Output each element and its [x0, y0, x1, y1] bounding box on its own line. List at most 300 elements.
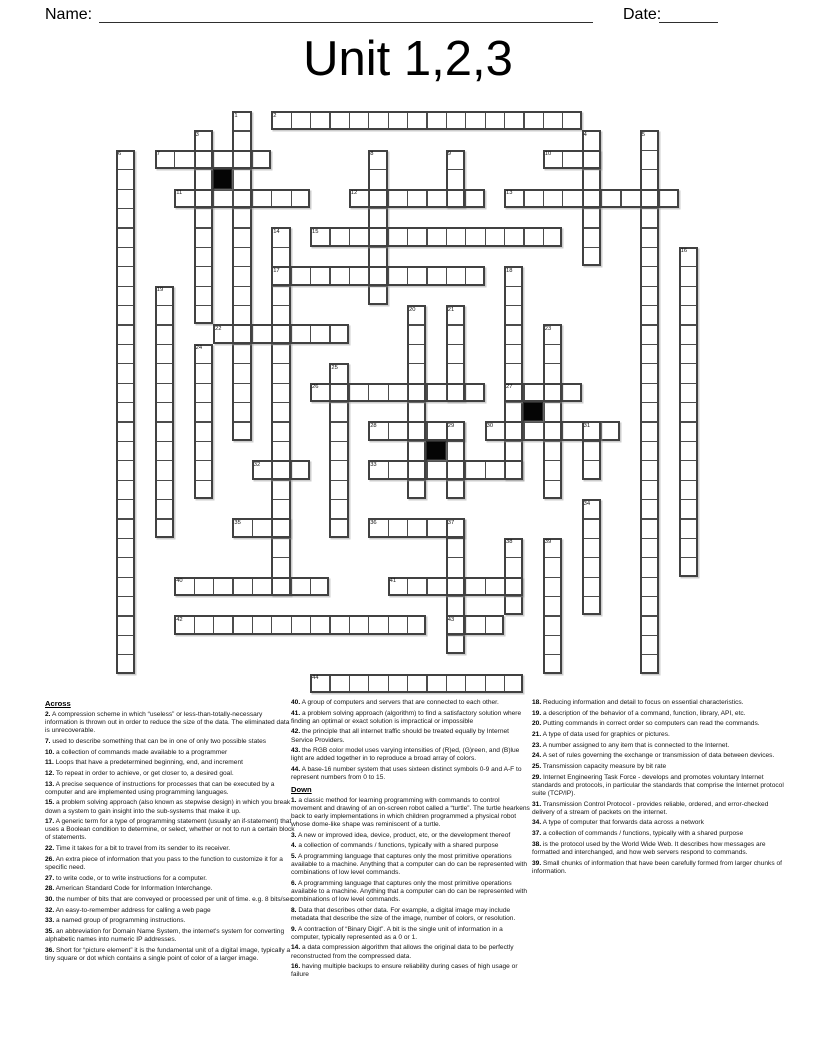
cell-divider	[426, 423, 427, 438]
cell-divider	[681, 421, 696, 422]
cell-divider	[234, 286, 249, 287]
cell-number: 1	[234, 112, 238, 119]
cell-divider	[446, 676, 447, 691]
cell-divider	[485, 113, 486, 128]
cell-divider	[446, 268, 447, 283]
cell-divider	[584, 208, 599, 209]
cell-divider	[642, 615, 657, 616]
clue-number: 28.	[45, 885, 55, 893]
cell-divider	[504, 113, 505, 128]
date-label: Date:	[623, 6, 662, 23]
cell-divider	[407, 385, 408, 400]
cell-divider	[329, 326, 330, 341]
cell-divider	[118, 421, 133, 422]
cell-divider	[234, 421, 249, 422]
clue-number: 25.	[532, 763, 542, 771]
cell-number: 6	[118, 151, 122, 158]
cell-divider	[213, 191, 214, 206]
word-outline-13-across	[504, 189, 679, 208]
cell-number: 42	[176, 616, 183, 623]
cell-divider	[523, 423, 524, 438]
clue-31: 31. Transmission Control Protocol - provides reliable, ordered, and error-checked delivery of a stream of packets on the internet.	[532, 800, 769, 816]
clue-number: 26.	[45, 855, 55, 863]
cell-divider	[584, 596, 599, 597]
cell-divider	[485, 617, 486, 632]
cell-divider	[273, 305, 288, 306]
clue-34: 34. A type of computer that forwards data across a network	[532, 819, 704, 827]
cell-divider	[465, 385, 466, 400]
cell-divider	[642, 635, 657, 636]
cell-divider	[545, 402, 560, 403]
cell-number: 15	[312, 228, 319, 235]
clue-column-3	[532, 699, 790, 878]
cell-divider	[157, 441, 172, 442]
cell-divider	[310, 268, 311, 283]
cell-divider	[562, 385, 563, 400]
cell-divider	[118, 441, 133, 442]
cell-divider	[118, 227, 133, 228]
cell-divider	[681, 402, 696, 403]
cell-number: 9	[447, 151, 452, 158]
cell-divider	[118, 654, 133, 655]
cell-divider	[523, 385, 524, 400]
cell-divider	[446, 462, 447, 477]
cell-divider	[426, 520, 427, 535]
word-outline-40-across	[174, 577, 329, 596]
cell-divider	[584, 441, 599, 442]
cell-divider	[681, 324, 696, 325]
word-outline-41-across	[388, 577, 524, 596]
page-title: Unit 1,2,3	[303, 32, 513, 86]
cell-divider	[407, 617, 408, 632]
cell-divider	[426, 191, 427, 206]
cell-divider	[329, 617, 330, 632]
cell-divider	[426, 462, 427, 477]
clue-2: 2. A compression scheme in which “useless” or less-than-totally-necessary information is thrown out in order to reduce the size of the data. The eliminated data is unrecoverable.	[45, 711, 290, 735]
clue-13: 13. A precise sequence of instructions for processes that can be executed by a computer and are implemented using programming languages.	[45, 780, 275, 796]
cell-divider	[388, 423, 389, 438]
clue-number: 10.	[45, 748, 55, 756]
clue-35: 35. an abbreviation for Domain Name System, the internet's system for converting alphabetic names into numeric IP addresses.	[45, 927, 285, 944]
cell-divider	[642, 305, 657, 306]
cell-divider	[234, 266, 249, 267]
cell-number: 33	[370, 461, 377, 468]
cell-number: 35	[234, 519, 241, 526]
cell-divider	[562, 152, 563, 167]
clue-6: 6. A programming language that captures only the most primitive operations available to a machine. Anything that a computer can do can be represented with combinations of low level commands.	[291, 880, 528, 904]
cell-divider	[157, 460, 172, 461]
cell-number: 40	[176, 578, 183, 585]
cell-divider	[642, 596, 657, 597]
cell-divider	[642, 383, 657, 384]
down-clues-header: Down	[291, 784, 312, 794]
clue-26: 26. An extra piece of information that you pass to the function to customize it for a specific need.	[45, 855, 283, 871]
clue-number: 19.	[532, 709, 542, 717]
cell-divider	[118, 305, 133, 306]
cell-divider	[273, 499, 288, 500]
cell-divider	[642, 169, 657, 170]
cell-divider	[504, 676, 505, 691]
clue-28: 28. American Standard Code for Information Interchange.	[45, 885, 213, 893]
cell-divider	[584, 227, 599, 228]
cell-divider	[349, 385, 350, 400]
cell-divider	[545, 596, 560, 597]
cell-divider	[543, 191, 544, 206]
cell-divider	[681, 305, 696, 306]
cell-divider	[642, 499, 657, 500]
cell-divider	[157, 305, 172, 306]
cell-divider	[388, 229, 389, 244]
cell-divider	[504, 462, 505, 477]
clue-42: 42. the principle that all internet traffic should be treated equally by Internet Service Providers.	[291, 728, 509, 744]
clue-4: 4. a collection of commands / functions, typically with a shared purpose	[291, 842, 499, 850]
cell-divider	[234, 130, 249, 131]
cell-divider	[388, 268, 389, 283]
cell-divider	[331, 460, 346, 461]
clue-number: 9.	[291, 925, 297, 933]
word-outline-24-down	[194, 344, 213, 499]
cell-divider	[543, 113, 544, 128]
cell-divider	[448, 324, 463, 325]
word-outline-18-down	[504, 266, 523, 479]
cell-divider	[329, 676, 330, 691]
name-blank-line	[99, 7, 593, 23]
cell-divider	[407, 462, 408, 477]
black-cell	[523, 402, 542, 421]
cell-divider	[506, 557, 521, 558]
cell-divider	[370, 286, 385, 287]
cell-divider	[118, 518, 133, 519]
cell-divider	[485, 676, 486, 691]
cell-divider	[465, 268, 466, 283]
cell-divider	[252, 191, 253, 206]
cell-divider	[234, 402, 249, 403]
word-outline-35-across	[232, 518, 290, 537]
cell-divider	[681, 383, 696, 384]
cell-divider	[234, 227, 249, 228]
cell-number: 19	[156, 287, 164, 294]
clue-number: 43.	[291, 747, 301, 755]
cell-divider	[681, 557, 696, 558]
cell-divider	[465, 579, 466, 594]
clue-number: 30.	[45, 895, 55, 903]
cell-divider	[196, 480, 211, 481]
cell-divider	[642, 460, 657, 461]
cell-divider	[562, 191, 563, 206]
clue-number: 39.	[532, 859, 542, 867]
cell-divider	[642, 286, 657, 287]
word-outline-22-across	[213, 324, 349, 343]
cell-number: 18	[506, 267, 513, 274]
clue-number: 4.	[291, 842, 297, 850]
cell-divider	[331, 441, 346, 442]
cell-divider	[582, 152, 583, 167]
cell-divider	[642, 344, 657, 345]
cell-number: 36	[370, 519, 377, 526]
cell-divider	[465, 676, 466, 691]
cell-divider	[118, 577, 133, 578]
clue-number: 8.	[291, 906, 297, 914]
clue-38: 38. is the protocol used by the World Wide Web. It describes how messages are formatted and interchanged, and how web servers respond to commands.	[532, 840, 766, 856]
cell-divider	[506, 402, 521, 403]
cell-divider	[601, 191, 602, 206]
cell-number: 14	[273, 228, 280, 235]
clue-5: 5. A programming language that captures only the most primitive operations available to a machine. Anything that a computer can do can be represented with combinations of low level commands.	[291, 853, 528, 877]
cell-number: 34	[583, 500, 591, 507]
cell-divider	[273, 402, 288, 403]
cell-divider	[506, 324, 521, 325]
cell-number: 20	[409, 306, 416, 313]
clue-number: 33.	[45, 917, 55, 925]
cell-divider	[465, 113, 466, 128]
cell-divider	[659, 191, 660, 206]
clues-section	[0, 699, 816, 999]
clue-20: 20. Putting commands in correct order so computers can read the commands.	[532, 720, 760, 728]
cell-divider	[118, 557, 133, 558]
clue-number: 34.	[532, 819, 542, 827]
word-outline-2-across	[271, 111, 581, 130]
cell-number: 13	[506, 190, 513, 197]
cell-number: 21	[447, 306, 455, 313]
cell-divider	[681, 499, 696, 500]
word-outline-19-down	[155, 286, 174, 538]
cell-number: 39	[544, 539, 552, 546]
word-outline-44-across	[310, 674, 523, 693]
cell-divider	[368, 385, 369, 400]
cell-divider	[448, 596, 463, 597]
cell-divider	[118, 499, 133, 500]
cell-divider	[291, 326, 292, 341]
cell-divider	[448, 344, 463, 345]
cell-divider	[642, 363, 657, 364]
cell-divider	[642, 557, 657, 558]
cell-divider	[506, 286, 521, 287]
black-cell	[213, 169, 232, 188]
cell-number: 5	[641, 131, 646, 138]
cell-divider	[426, 676, 427, 691]
cell-divider	[446, 191, 447, 206]
word-outline-5-down	[640, 130, 659, 673]
cell-divider	[506, 363, 521, 364]
clue-number: 29.	[532, 773, 542, 781]
cell-divider	[642, 266, 657, 267]
cell-divider	[426, 113, 427, 128]
cell-divider	[681, 538, 696, 539]
clue-number: 20.	[532, 720, 542, 728]
cell-divider	[545, 344, 560, 345]
cell-divider	[331, 480, 346, 481]
cell-divider	[329, 385, 330, 400]
cell-divider	[409, 363, 424, 364]
word-outline-27-across	[504, 383, 582, 402]
cell-divider	[213, 617, 214, 632]
cell-divider	[118, 266, 133, 267]
cell-divider	[252, 617, 253, 632]
cell-number: 24	[195, 345, 203, 352]
cell-divider	[349, 676, 350, 691]
clue-30: 30. the number of bits that are conveyed or processed per unit of time. e.g. 8 bits/sec.	[45, 895, 295, 903]
clue-40: 40. A group of computers and servers that are connected to each other.	[291, 699, 499, 706]
clue-43: 43. the RGB color model uses varying intensities of (R)ed, (G)reen, and (B)lue light are added together in to reproduce a broad array of colors.	[291, 747, 520, 763]
cell-divider	[271, 326, 272, 341]
word-outline-23-down	[543, 324, 562, 499]
cell-divider	[504, 579, 505, 594]
cell-divider	[642, 441, 657, 442]
cell-divider	[545, 480, 560, 481]
cell-divider	[523, 113, 524, 128]
cell-divider	[118, 538, 133, 539]
clue-11: 11. Loops that have a predetermined beginning, end, and increment	[45, 759, 243, 767]
cell-divider	[291, 617, 292, 632]
cell-divider	[448, 363, 463, 364]
cell-divider	[349, 113, 350, 128]
clue-number: 15.	[45, 799, 55, 807]
cell-divider	[407, 268, 408, 283]
clue-number: 36.	[45, 946, 55, 954]
cell-divider	[409, 402, 424, 403]
clue-44: 44. A base-16 number system that uses sixteen distinct symbols 0-9 and A-F to represent numbers from 0 to 15.	[291, 766, 522, 782]
cell-divider	[329, 268, 330, 283]
cell-divider	[545, 441, 560, 442]
cell-divider	[310, 579, 311, 594]
cell-divider	[545, 654, 560, 655]
cell-divider	[196, 460, 211, 461]
cell-divider	[642, 247, 657, 248]
clue-25: 25. Transmission capacity measure by bit rate	[532, 763, 667, 771]
cell-divider	[504, 423, 505, 438]
cell-divider	[446, 113, 447, 128]
cell-number: 12	[350, 190, 358, 197]
cell-number: 27	[506, 384, 513, 391]
cell-divider	[642, 227, 657, 228]
cell-divider	[196, 247, 211, 248]
clue-number: 37.	[532, 830, 542, 838]
cell-divider	[584, 460, 599, 461]
cell-divider	[543, 423, 544, 438]
clue-7: 7. used to describe something that can be in one of only two possible states	[45, 737, 267, 745]
clue-22: 22. Time it takes for a bit to travel from its sender to its receiver.	[45, 845, 231, 853]
cell-number: 4	[583, 131, 587, 138]
cell-divider	[118, 189, 133, 190]
cell-divider	[196, 266, 211, 267]
date-blank-line	[659, 7, 718, 23]
clue-number: 22.	[45, 845, 55, 853]
cell-divider	[426, 385, 427, 400]
word-outline-16-down	[679, 247, 698, 577]
cell-divider	[448, 635, 463, 636]
cell-divider	[523, 229, 524, 244]
name-label: Name:	[45, 6, 93, 23]
clue-column-2	[291, 699, 532, 982]
clue-number: 6.	[291, 880, 297, 888]
crossword-grid	[116, 111, 700, 695]
cell-number: 16	[680, 248, 688, 255]
clue-18: 18. Reducing information and detail to focus on essential characteristics.	[532, 699, 744, 706]
word-outline-10-across	[543, 150, 601, 169]
word-outline-31-down	[582, 421, 601, 479]
clue-number: 16.	[291, 963, 301, 971]
cell-divider	[118, 596, 133, 597]
cell-number: 29	[447, 422, 455, 429]
cell-divider	[118, 383, 133, 384]
clue-number: 41.	[291, 709, 301, 717]
cell-divider	[368, 617, 369, 632]
cell-number: 32	[253, 461, 261, 468]
cell-divider	[273, 441, 288, 442]
cell-divider	[118, 460, 133, 461]
clue-27: 27. to write code, or to write instructions for a computer.	[45, 874, 207, 882]
cell-divider	[368, 113, 369, 128]
clue-3: 3. A new or improved idea, device, product, etc, or the development thereof	[291, 831, 511, 839]
clue-number: 38.	[532, 840, 542, 848]
word-outline-15-across	[310, 227, 562, 246]
cell-divider	[331, 421, 346, 422]
clue-16: 16. having multiple backups to ensure reliability during cases of high usage or failure	[291, 963, 518, 979]
cell-divider	[409, 344, 424, 345]
clue-number: 23.	[532, 741, 542, 749]
clue-21: 21. A type of data used for graphics or pictures.	[532, 731, 670, 739]
cell-number: 38	[506, 539, 513, 546]
cell-divider	[232, 617, 233, 632]
word-outline-7-across	[155, 150, 271, 169]
cell-divider	[642, 518, 657, 519]
cell-number: 17	[273, 267, 280, 274]
cell-divider	[446, 229, 447, 244]
cell-divider	[196, 441, 211, 442]
cell-divider	[273, 480, 288, 481]
cell-divider	[118, 363, 133, 364]
cell-divider	[681, 460, 696, 461]
cell-divider	[642, 402, 657, 403]
cell-divider	[252, 152, 253, 167]
cell-divider	[271, 462, 272, 477]
cell-divider	[196, 286, 211, 287]
clue-number: 32.	[45, 906, 55, 914]
cell-divider	[506, 596, 521, 597]
cell-divider	[273, 557, 288, 558]
cell-divider	[271, 191, 272, 206]
cell-divider	[545, 460, 560, 461]
cell-divider	[273, 344, 288, 345]
cell-divider	[388, 617, 389, 632]
cell-divider	[196, 305, 211, 306]
clue-number: 42.	[291, 728, 301, 736]
cell-divider	[273, 538, 288, 539]
cell-divider	[642, 654, 657, 655]
cell-divider	[465, 229, 466, 244]
cell-divider	[426, 579, 427, 594]
cell-divider	[291, 579, 292, 594]
cell-divider	[523, 191, 524, 206]
cell-divider	[642, 208, 657, 209]
cell-divider	[118, 635, 133, 636]
cell-divider	[196, 421, 211, 422]
cell-divider	[118, 615, 133, 616]
cell-divider	[407, 191, 408, 206]
cell-divider	[273, 421, 288, 422]
cell-divider	[485, 579, 486, 594]
cell-divider	[506, 441, 521, 442]
cell-divider	[370, 208, 385, 209]
cell-divider	[582, 191, 583, 206]
cell-divider	[118, 247, 133, 248]
cell-divider	[601, 423, 602, 438]
cell-divider	[196, 169, 211, 170]
cell-divider	[118, 480, 133, 481]
cell-divider	[584, 577, 599, 578]
cell-number: 26	[312, 384, 319, 391]
cell-divider	[118, 286, 133, 287]
